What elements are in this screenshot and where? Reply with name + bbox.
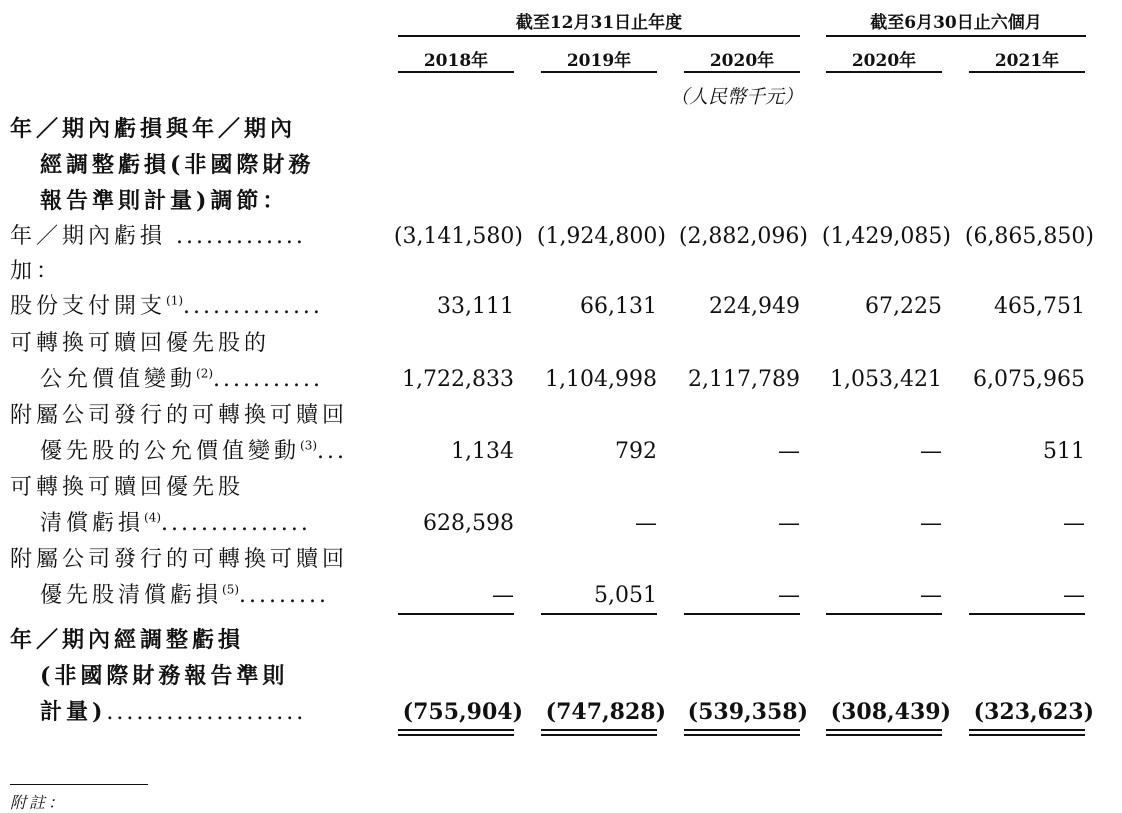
value-fv-change-2020: 2,117,789 bbox=[688, 367, 800, 392]
header-year-rule-5 bbox=[969, 71, 1085, 73]
adjusted-label-line1: 年／期內經調整虧損 bbox=[10, 627, 245, 653]
total-double-rule-1b bbox=[398, 734, 514, 736]
adjusted-label-line2: (非國際財務報告準則 bbox=[40, 663, 289, 689]
value-fv-change-2021-h1: 6,075,965 bbox=[973, 367, 1085, 392]
row-loss-text: 年／期內虧損 bbox=[10, 224, 167, 249]
subtotal-rule-3 bbox=[684, 613, 800, 615]
total-double-rule-3b bbox=[684, 734, 800, 736]
subtotal-rule-5 bbox=[969, 613, 1085, 615]
value-loss-2020: (2,882,096) bbox=[678, 224, 808, 249]
row-label-sub-fv-change-line1: 附屬公司發行的可轉換可贖回 bbox=[10, 403, 349, 428]
footnote-ref-2: (2) bbox=[196, 366, 214, 381]
row-label-loss bbox=[10, 224, 306, 250]
row-settlement-dots: ............... bbox=[161, 511, 311, 536]
subtotal-rule-2 bbox=[541, 613, 657, 615]
total-double-rule-4a bbox=[826, 729, 942, 731]
value-adjusted-2019: (747,828) bbox=[545, 699, 666, 725]
value-sub-fv-change-2019: 792 bbox=[615, 439, 657, 464]
header-group-annual: 截至12月31日止年度 bbox=[515, 13, 683, 33]
footnote-label: 附註： bbox=[10, 793, 68, 812]
value-share-based-2018: 33,111 bbox=[437, 294, 514, 319]
value-settlement-2018: 628,598 bbox=[423, 511, 514, 536]
value-adjusted-2020: (539,358) bbox=[687, 699, 808, 725]
value-sub-settlement-2018: — bbox=[492, 583, 514, 608]
value-fv-change-2018: 1,722,833 bbox=[402, 367, 514, 392]
value-loss-2021-h1: (6,865,850) bbox=[964, 224, 1094, 249]
footnote-ref-1: (1) bbox=[166, 293, 184, 308]
value-sub-settlement-2020-h1: — bbox=[920, 583, 942, 608]
value-fv-change-2019: 1,104,998 bbox=[545, 367, 657, 392]
header-year-2019: 2019年 bbox=[566, 51, 632, 71]
total-double-rule-2a bbox=[541, 729, 657, 731]
value-adjusted-2020-h1: (308,439) bbox=[830, 699, 951, 725]
value-sub-settlement-2020: — bbox=[778, 583, 800, 608]
value-share-based-2021-h1: 465,751 bbox=[994, 294, 1085, 319]
header-year-2018: 2018年 bbox=[423, 51, 489, 71]
value-settlement-2021-h1: — bbox=[1063, 511, 1085, 536]
row-settlement-text: 清償虧損 bbox=[40, 511, 145, 536]
value-settlement-2020-h1: — bbox=[920, 511, 942, 536]
adjusted-label-line3 bbox=[40, 699, 306, 726]
section-title-line2: 經調整虧損(非國際財務 bbox=[40, 152, 315, 178]
row-sub-settlement-text: 優先股清償虧損 bbox=[40, 583, 223, 608]
value-sub-settlement-2021-h1: — bbox=[1063, 583, 1085, 608]
row-label-sub-settlement-line2 bbox=[40, 583, 329, 609]
value-loss-2020-h1: (1,429,085) bbox=[821, 224, 951, 249]
row-fv-change-text: 公允價值變動 bbox=[40, 367, 197, 392]
row-share-based-text: 股份支付開支 bbox=[10, 294, 167, 319]
header-year-rule-1 bbox=[398, 71, 514, 73]
total-double-rule-5b bbox=[969, 734, 1085, 736]
section-title-line1: 年／期內虧損與年／期內 bbox=[10, 116, 297, 142]
row-sub-fv-change-text: 優先股的公允價值變動 bbox=[40, 439, 301, 464]
value-sub-settlement-2019: 5,051 bbox=[594, 583, 657, 608]
total-double-rule-1a bbox=[398, 729, 514, 731]
value-settlement-2020: — bbox=[778, 511, 800, 536]
value-sub-fv-change-2018: 1,134 bbox=[451, 439, 514, 464]
row-label-fv-change-line2 bbox=[40, 367, 323, 393]
header-year-rule-2 bbox=[541, 71, 657, 73]
value-adjusted-2021-h1: (323,623) bbox=[973, 699, 1094, 725]
total-double-rule-2b bbox=[541, 734, 657, 736]
value-adjusted-2018: (755,904) bbox=[402, 699, 523, 725]
row-sub-fv-change-dots: ... bbox=[317, 439, 347, 464]
value-sub-fv-change-2021-h1: 511 bbox=[1043, 439, 1085, 464]
row-label-sub-fv-change-line2 bbox=[40, 439, 347, 465]
header-year-2020-six-months: 2020年 bbox=[851, 51, 917, 71]
row-label-fv-change-line1: 可轉換可贖回優先股的 bbox=[10, 331, 271, 356]
footnote-rule bbox=[10, 784, 148, 785]
value-share-based-2020: 224,949 bbox=[709, 294, 800, 319]
header-year-rule-3 bbox=[684, 71, 800, 73]
value-share-based-2019: 66,131 bbox=[580, 294, 657, 319]
value-loss-2018: (3,141,580) bbox=[393, 224, 523, 249]
total-double-rule-3a bbox=[684, 729, 800, 731]
adjusted-dots: .................... bbox=[106, 700, 307, 725]
header-group-rule-annual bbox=[398, 35, 800, 37]
footnote-ref-3: (3) bbox=[300, 438, 318, 453]
value-settlement-2019: — bbox=[635, 511, 657, 536]
footnote-ref-5: (5) bbox=[222, 582, 240, 597]
value-sub-fv-change-2020-h1: — bbox=[920, 439, 942, 464]
total-double-rule-5a bbox=[969, 729, 1085, 731]
row-label-add: 加： bbox=[10, 259, 63, 284]
header-year-2020-annual: 2020年 bbox=[709, 51, 775, 71]
footnote-ref-4: (4) bbox=[144, 510, 162, 525]
row-share-based-dots: .............. bbox=[183, 294, 323, 319]
header-group-six-months: 截至6月30日止六個月 bbox=[870, 13, 1042, 33]
section-title-line3: 報告準則計量)調節： bbox=[40, 188, 289, 214]
value-loss-2019: (1,924,800) bbox=[536, 224, 666, 249]
header-year-rule-4 bbox=[826, 71, 942, 73]
row-loss-dots: ............. bbox=[166, 224, 306, 249]
header-group-rule-six-months bbox=[826, 35, 1086, 37]
row-label-settlement-line1: 可轉換可贖回優先股 bbox=[10, 475, 245, 500]
subtotal-rule-1 bbox=[398, 613, 514, 615]
subtotal-rule-4 bbox=[826, 613, 942, 615]
total-double-rule-4b bbox=[826, 734, 942, 736]
value-share-based-2020-h1: 67,225 bbox=[865, 294, 942, 319]
row-label-share-based bbox=[10, 294, 323, 320]
unit-label: （人民幣千元） bbox=[670, 86, 804, 108]
value-sub-fv-change-2020: — bbox=[778, 439, 800, 464]
value-fv-change-2020-h1: 1,053,421 bbox=[830, 367, 942, 392]
row-label-sub-settlement-line1: 附屬公司發行的可轉換可贖回 bbox=[10, 547, 349, 572]
adjusted-line3-text: 計量) bbox=[40, 699, 107, 725]
row-label-settlement-line2 bbox=[40, 511, 311, 537]
header-year-2021: 2021年 bbox=[994, 51, 1060, 71]
row-fv-change-dots: ........... bbox=[213, 367, 323, 392]
row-sub-settlement-dots: ......... bbox=[239, 583, 329, 608]
